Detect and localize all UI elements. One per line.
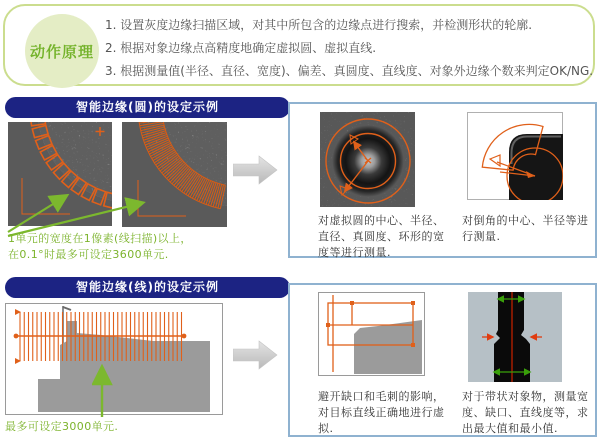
circle-note-line2: 在0.1°时最多可设定3600单元. [8,248,169,261]
virtual-line-measure-figure [318,292,425,376]
chamfer-caption: 对倒角的中心、半径等进行测量. [462,214,589,243]
right-arrow-icon [233,338,279,372]
circle-section-header: 智能边缘(圆)的设定示例 [5,97,290,118]
principle-item-1: 1. 设置灰度边缘扫描区域，对其中所包含的边缘点进行搜索，并检测形状的轮廓. [105,18,533,32]
right-arrow-icon [233,153,279,187]
principle-badge: 动作原理 [25,14,99,88]
line-section-header: 智能边缘(线)的设定示例 [5,277,290,298]
chamfer-measure-figure [467,112,563,200]
virtual-line-caption: 避开缺口和毛刺的影响，对目标直线正确地进行虚拟. [318,390,445,435]
circle-note [8,231,192,263]
green-arrow-icon [92,360,114,420]
line-note: 最多可设定3000单元. [5,420,119,433]
principle-item-2: 2. 根据对象边缘点高精度地确定虚拟圆、虚拟直线. [105,41,377,55]
band-width-measure-figure [468,292,562,382]
virtual-circle-measure-figure [320,112,415,207]
line-scan-units-figure [5,303,223,415]
principle-item-3: 3. 根据测量值(半径、直径、宽度)、偏差、真圆度、直线度、对象外边缘个数来判定OK/NG. [105,64,594,78]
virtual-circle-caption: 对虚拟圆的中心、半径、直径、真圆度、环形的宽度等进行测量. [318,214,445,259]
band-width-caption: 对于带状对象物，测量宽度、缺口、直线度等，求出最大值和最小值. [462,390,589,435]
principle-box [3,4,595,86]
circle-note-line1: 1单元的宽度在1像素(线扫描)以上， [8,232,192,245]
principle-list [105,17,595,86]
